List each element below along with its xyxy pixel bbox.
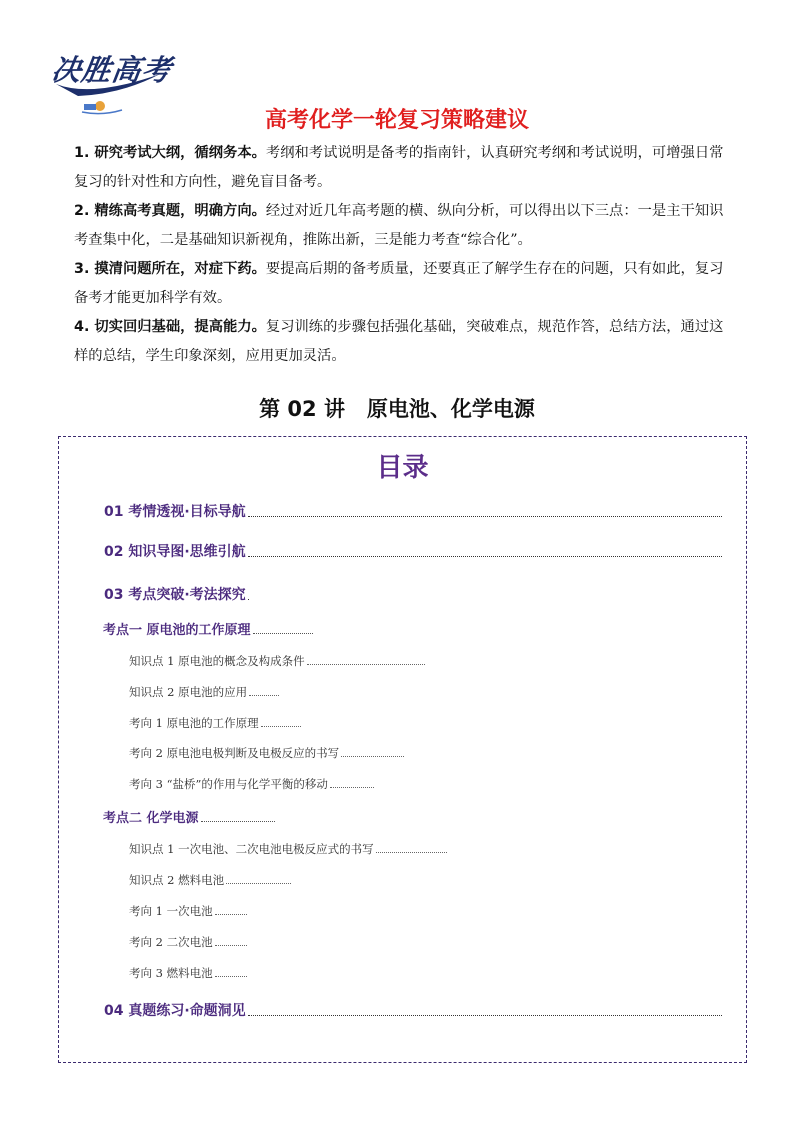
toc-leader-dots <box>341 755 404 757</box>
strategy-item-1 <box>74 139 724 197</box>
strategy-2-heading: 2. 精练高考真题，明确方向。 <box>74 203 266 219</box>
toc-leader-dots <box>215 975 247 977</box>
toc-item-direction-1-2[interactable] <box>129 745 404 761</box>
strategy-4-text: 复习训练的步骤包括强化基础，突破难点，规范作答，总结方法，通过这样的总结，学生印象深刻，应用更加灵活。 <box>74 319 724 364</box>
toc-item-section-02[interactable] <box>104 541 722 561</box>
toc-item-label: 考点二 化学电源 <box>103 811 199 826</box>
toc-leader-dots <box>249 694 279 696</box>
toc-item-knowledge-1-2[interactable] <box>129 684 279 700</box>
strategy-1-heading: 1. 研究考试大纲，循纲务本。 <box>74 145 266 161</box>
table-of-contents <box>58 436 747 1063</box>
toc-leader-dots <box>215 944 247 946</box>
toc-leader-dots <box>376 851 447 853</box>
toc-item-section-01[interactable] <box>104 501 722 521</box>
toc-item-label: 03 考点突破·考法探究 <box>104 587 246 603</box>
strategy-3-heading: 3. 摸清问题所在，对症下药。 <box>74 261 266 277</box>
toc-leader-dots <box>330 786 374 788</box>
toc-item-direction-2-1[interactable] <box>129 903 247 919</box>
toc-item-section-03[interactable] <box>104 584 249 604</box>
toc-heading: 目录 <box>376 453 429 483</box>
toc-item-knowledge-1-1[interactable] <box>129 653 425 669</box>
toc-item-label: 知识点 2 原电池的应用 <box>129 685 248 699</box>
toc-leader-dots <box>201 820 275 822</box>
main-title: 高考化学一轮复习策略建议 <box>264 108 529 133</box>
toc-leader-dots <box>226 882 291 884</box>
toc-item-label: 考向 3 “盐桥”的作用与化学平衡的移动 <box>129 777 328 791</box>
lecture-title: 第 02 讲 原电池、化学电源 <box>259 397 535 421</box>
toc-item-label: 知识点 1 原电池的概念及构成条件 <box>129 654 305 668</box>
strategy-4-heading: 4. 切实回归基础，提高能力。 <box>74 319 266 335</box>
toc-item-knowledge-2-2[interactable] <box>129 872 291 888</box>
toc-leader-dots <box>261 725 301 727</box>
toc-leader-dots <box>248 598 249 600</box>
toc-item-direction-1-3[interactable] <box>129 776 374 792</box>
toc-item-topic-2[interactable] <box>103 807 275 826</box>
toc-item-label: 考点一 原电池的工作原理 <box>103 623 251 638</box>
toc-item-label: 考向 2 二次电池 <box>129 935 213 949</box>
toc-leader-dots <box>215 913 247 915</box>
toc-item-label: 知识点 1 一次电池、二次电池电极反应式的书写 <box>129 842 374 856</box>
strategy-1-text: 考纲和考试说明是备考的指南针，认真研究考纲和考试说明，可增强日常复习的针对性和方向性，避免盲目备考。 <box>74 145 724 190</box>
toc-item-direction-1-1[interactable] <box>129 715 301 731</box>
logo-brand-text: 决胜高考 <box>49 53 175 87</box>
toc-item-label: 考向 2 原电池电极判断及电极反应的书写 <box>129 746 340 760</box>
toc-item-direction-2-2[interactable] <box>129 934 247 950</box>
toc-leader-dots <box>307 663 425 665</box>
strategy-item-3 <box>74 255 724 313</box>
toc-item-section-04[interactable] <box>104 1000 722 1020</box>
toc-leader-dots <box>248 1014 722 1016</box>
strategy-item-2 <box>74 197 724 255</box>
toc-leader-dots <box>248 555 722 557</box>
toc-item-direction-2-3[interactable] <box>129 965 247 981</box>
toc-item-label: 01 考情透视·目标导航 <box>104 504 246 520</box>
toc-item-topic-1[interactable] <box>103 619 313 638</box>
toc-item-label: 02 知识导图·思维引航 <box>104 544 246 560</box>
toc-item-label: 考向 1 原电池的工作原理 <box>129 716 259 730</box>
toc-item-label: 知识点 2 燃料电池 <box>129 873 225 887</box>
strategy-item-4 <box>74 313 724 371</box>
toc-leader-dots <box>253 632 313 634</box>
toc-item-label: 04 真题练习·命题洞见 <box>104 1003 246 1019</box>
toc-item-label: 考向 3 燃料电池 <box>129 966 213 980</box>
toc-item-label: 考向 1 一次电池 <box>129 904 213 918</box>
toc-item-knowledge-2-1[interactable] <box>129 841 447 857</box>
strategy-3-text: 要提高后期的备考质量，还要真正了解学生存在的问题，只有如此，复习备考才能更加科学有效。 <box>74 261 724 306</box>
toc-leader-dots <box>248 515 722 517</box>
strategy-2-text: 经过对近几年高考题的横、纵向分析，可以得出以下三点：一是主干知识考查集中化，二是基础知识新视角，推陈出新，三是能力考查“综合化”。 <box>74 203 724 248</box>
